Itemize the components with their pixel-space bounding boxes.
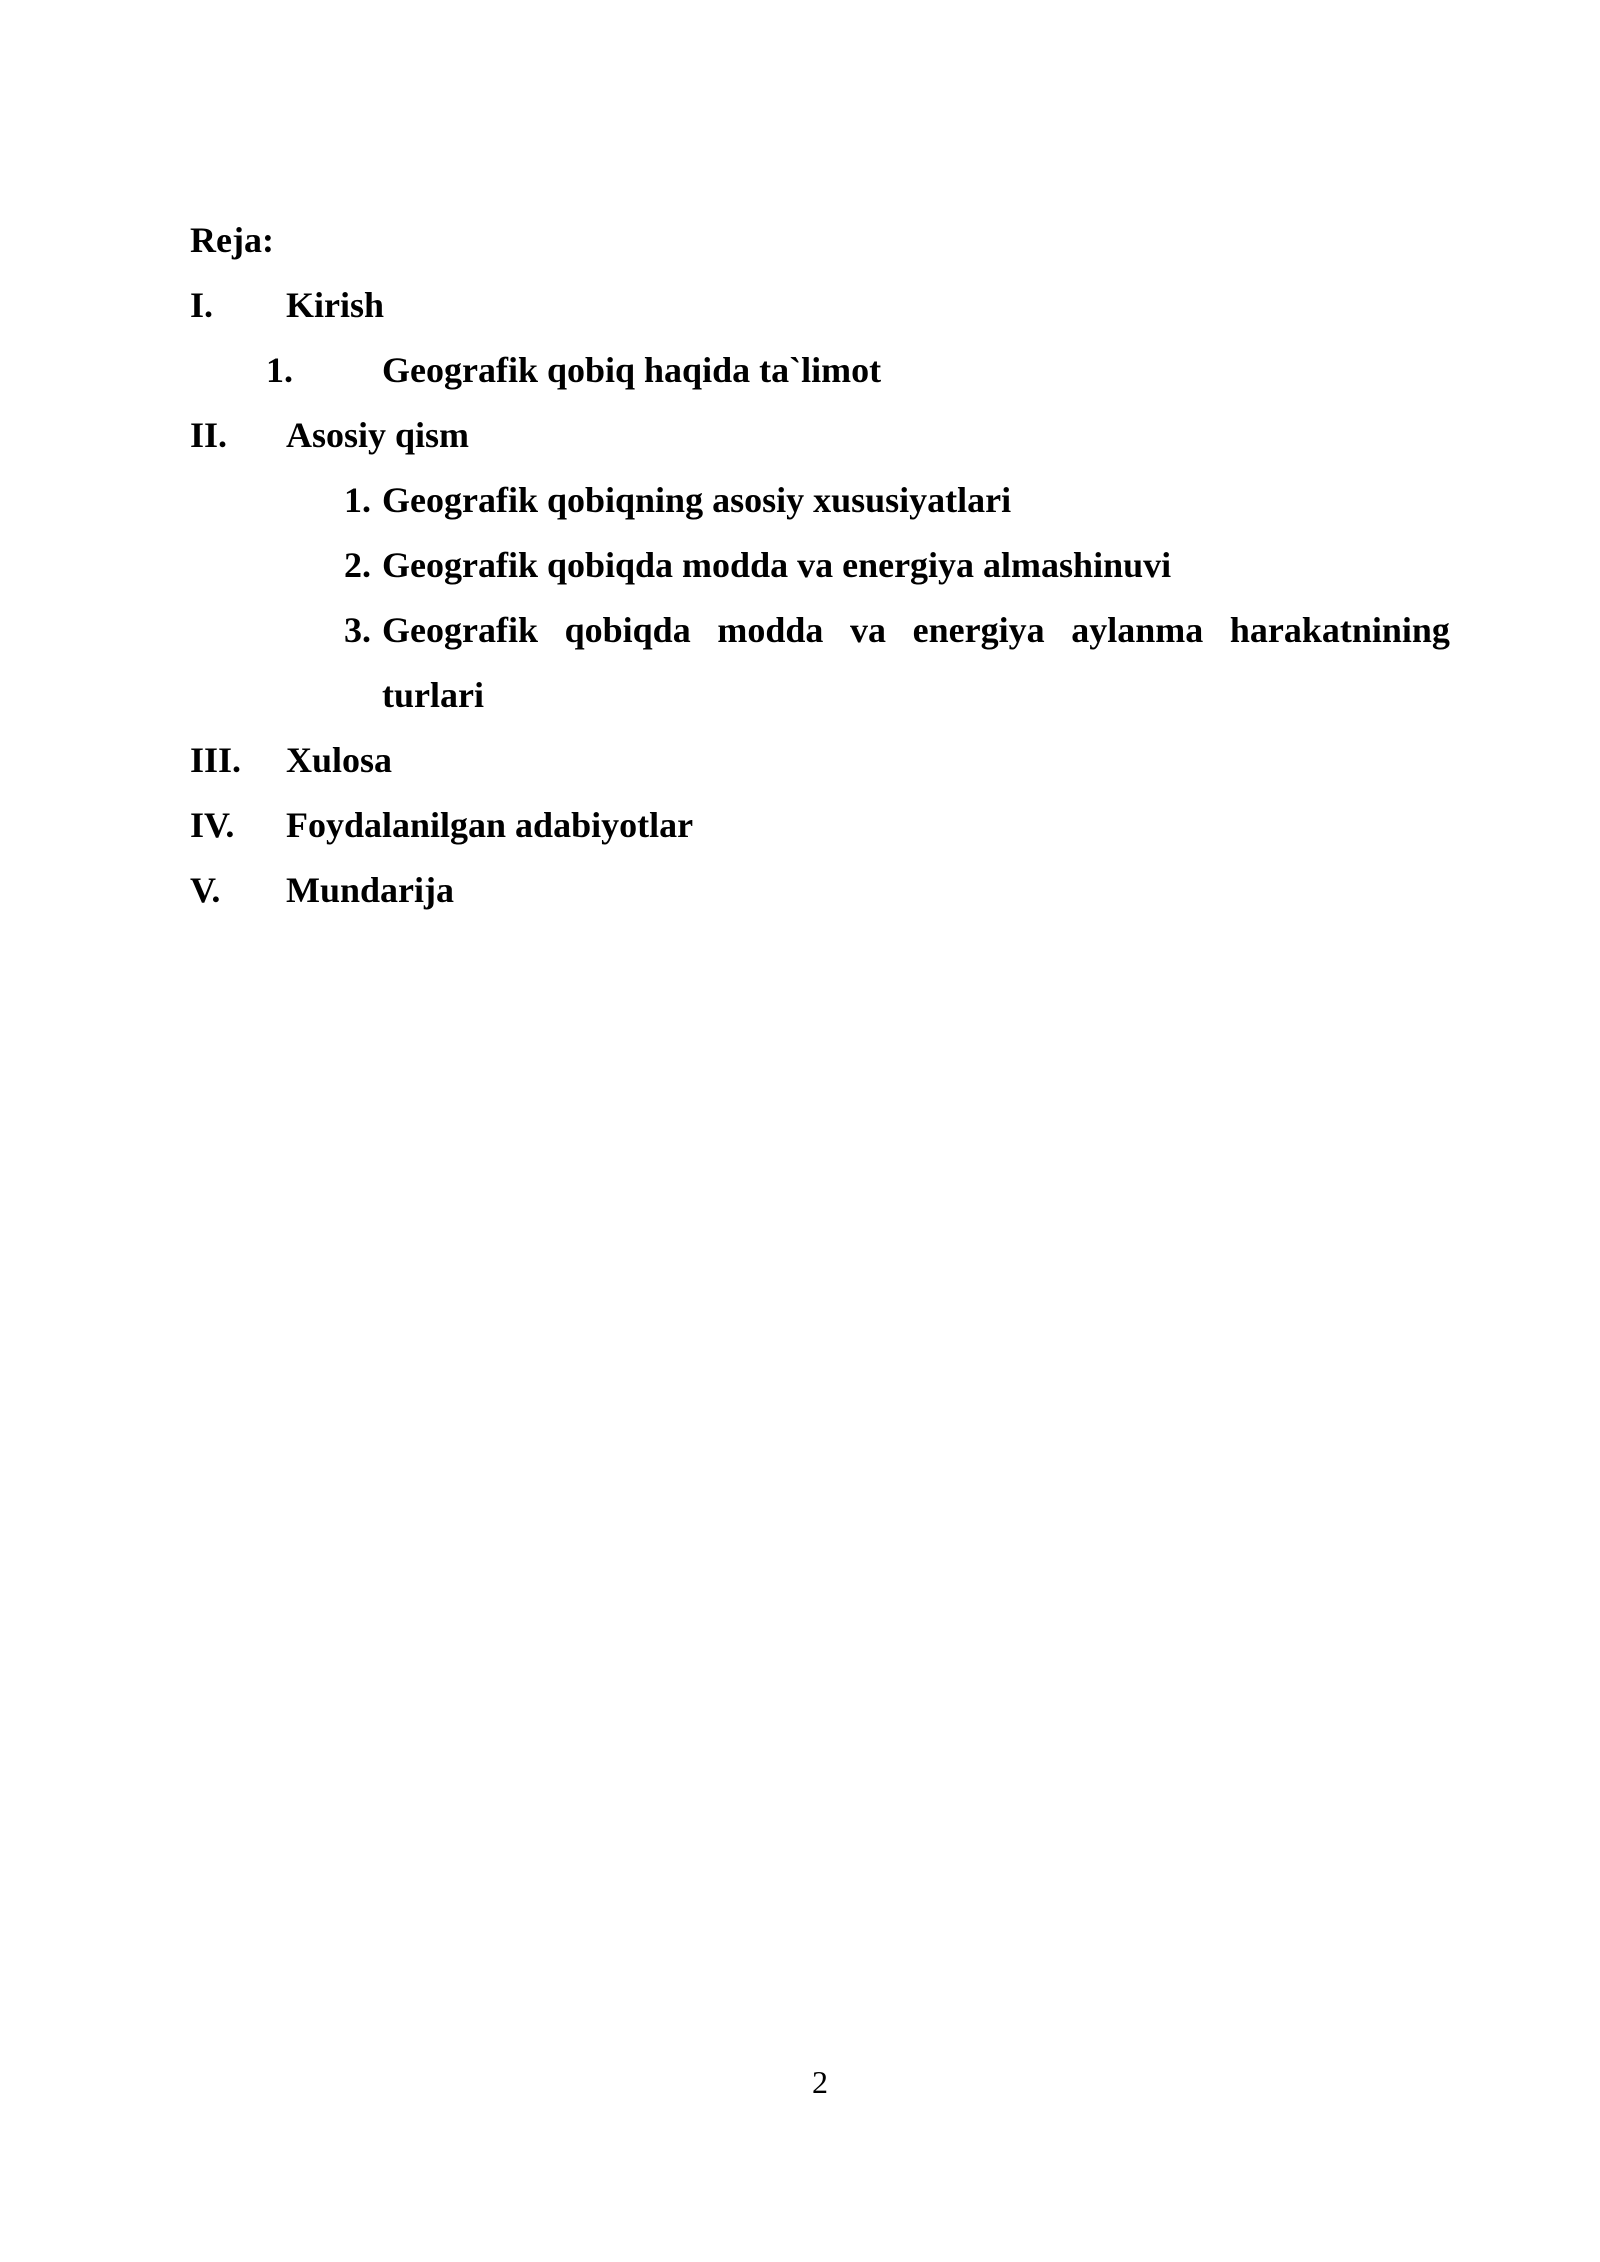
- outline-item-text-justified: [382, 608, 1450, 652]
- justified-word: harakatnining: [1229, 610, 1450, 650]
- page-number: 2: [812, 2064, 828, 2100]
- justified-word: modda: [717, 610, 824, 650]
- outline-item-continuation: turlari: [382, 675, 484, 715]
- justified-word: aylanma: [1071, 610, 1204, 650]
- justified-word: qobiqda: [564, 610, 691, 650]
- outline-item-text: Xulosa: [286, 740, 393, 780]
- outline-marker: I.: [190, 285, 214, 325]
- outline-marker: 2.: [344, 545, 371, 585]
- outline-marker: IV.: [190, 805, 235, 845]
- outline-marker: 1.: [266, 350, 293, 390]
- outline-marker: II.: [190, 415, 228, 455]
- outline-marker: V.: [190, 870, 221, 910]
- outline-marker: III.: [190, 740, 242, 780]
- outline-item-text: Geografik qobiqda modda va energiya almashinuvi: [382, 545, 1172, 585]
- outline-item-text: Kirish: [286, 285, 385, 325]
- justified-word: Geografik: [382, 610, 538, 650]
- outline-item-text: Asosiy qism: [286, 415, 470, 455]
- outline-marker: 1.: [344, 480, 371, 520]
- outline-marker: 3.: [344, 610, 371, 650]
- justified-word: va: [849, 610, 886, 650]
- outline-item-text: Geografik qobiqning asosiy xususiyatlari: [382, 480, 1012, 520]
- justified-word: energiya: [912, 610, 1045, 650]
- outline-item-text: Mundarija: [286, 870, 455, 910]
- outline-item-text: Geografik qobiq haqida ta`limot: [382, 350, 882, 390]
- plan-heading: Reja:: [190, 220, 274, 260]
- outline-item-text: Foydalanilgan adabiyotlar: [286, 805, 694, 845]
